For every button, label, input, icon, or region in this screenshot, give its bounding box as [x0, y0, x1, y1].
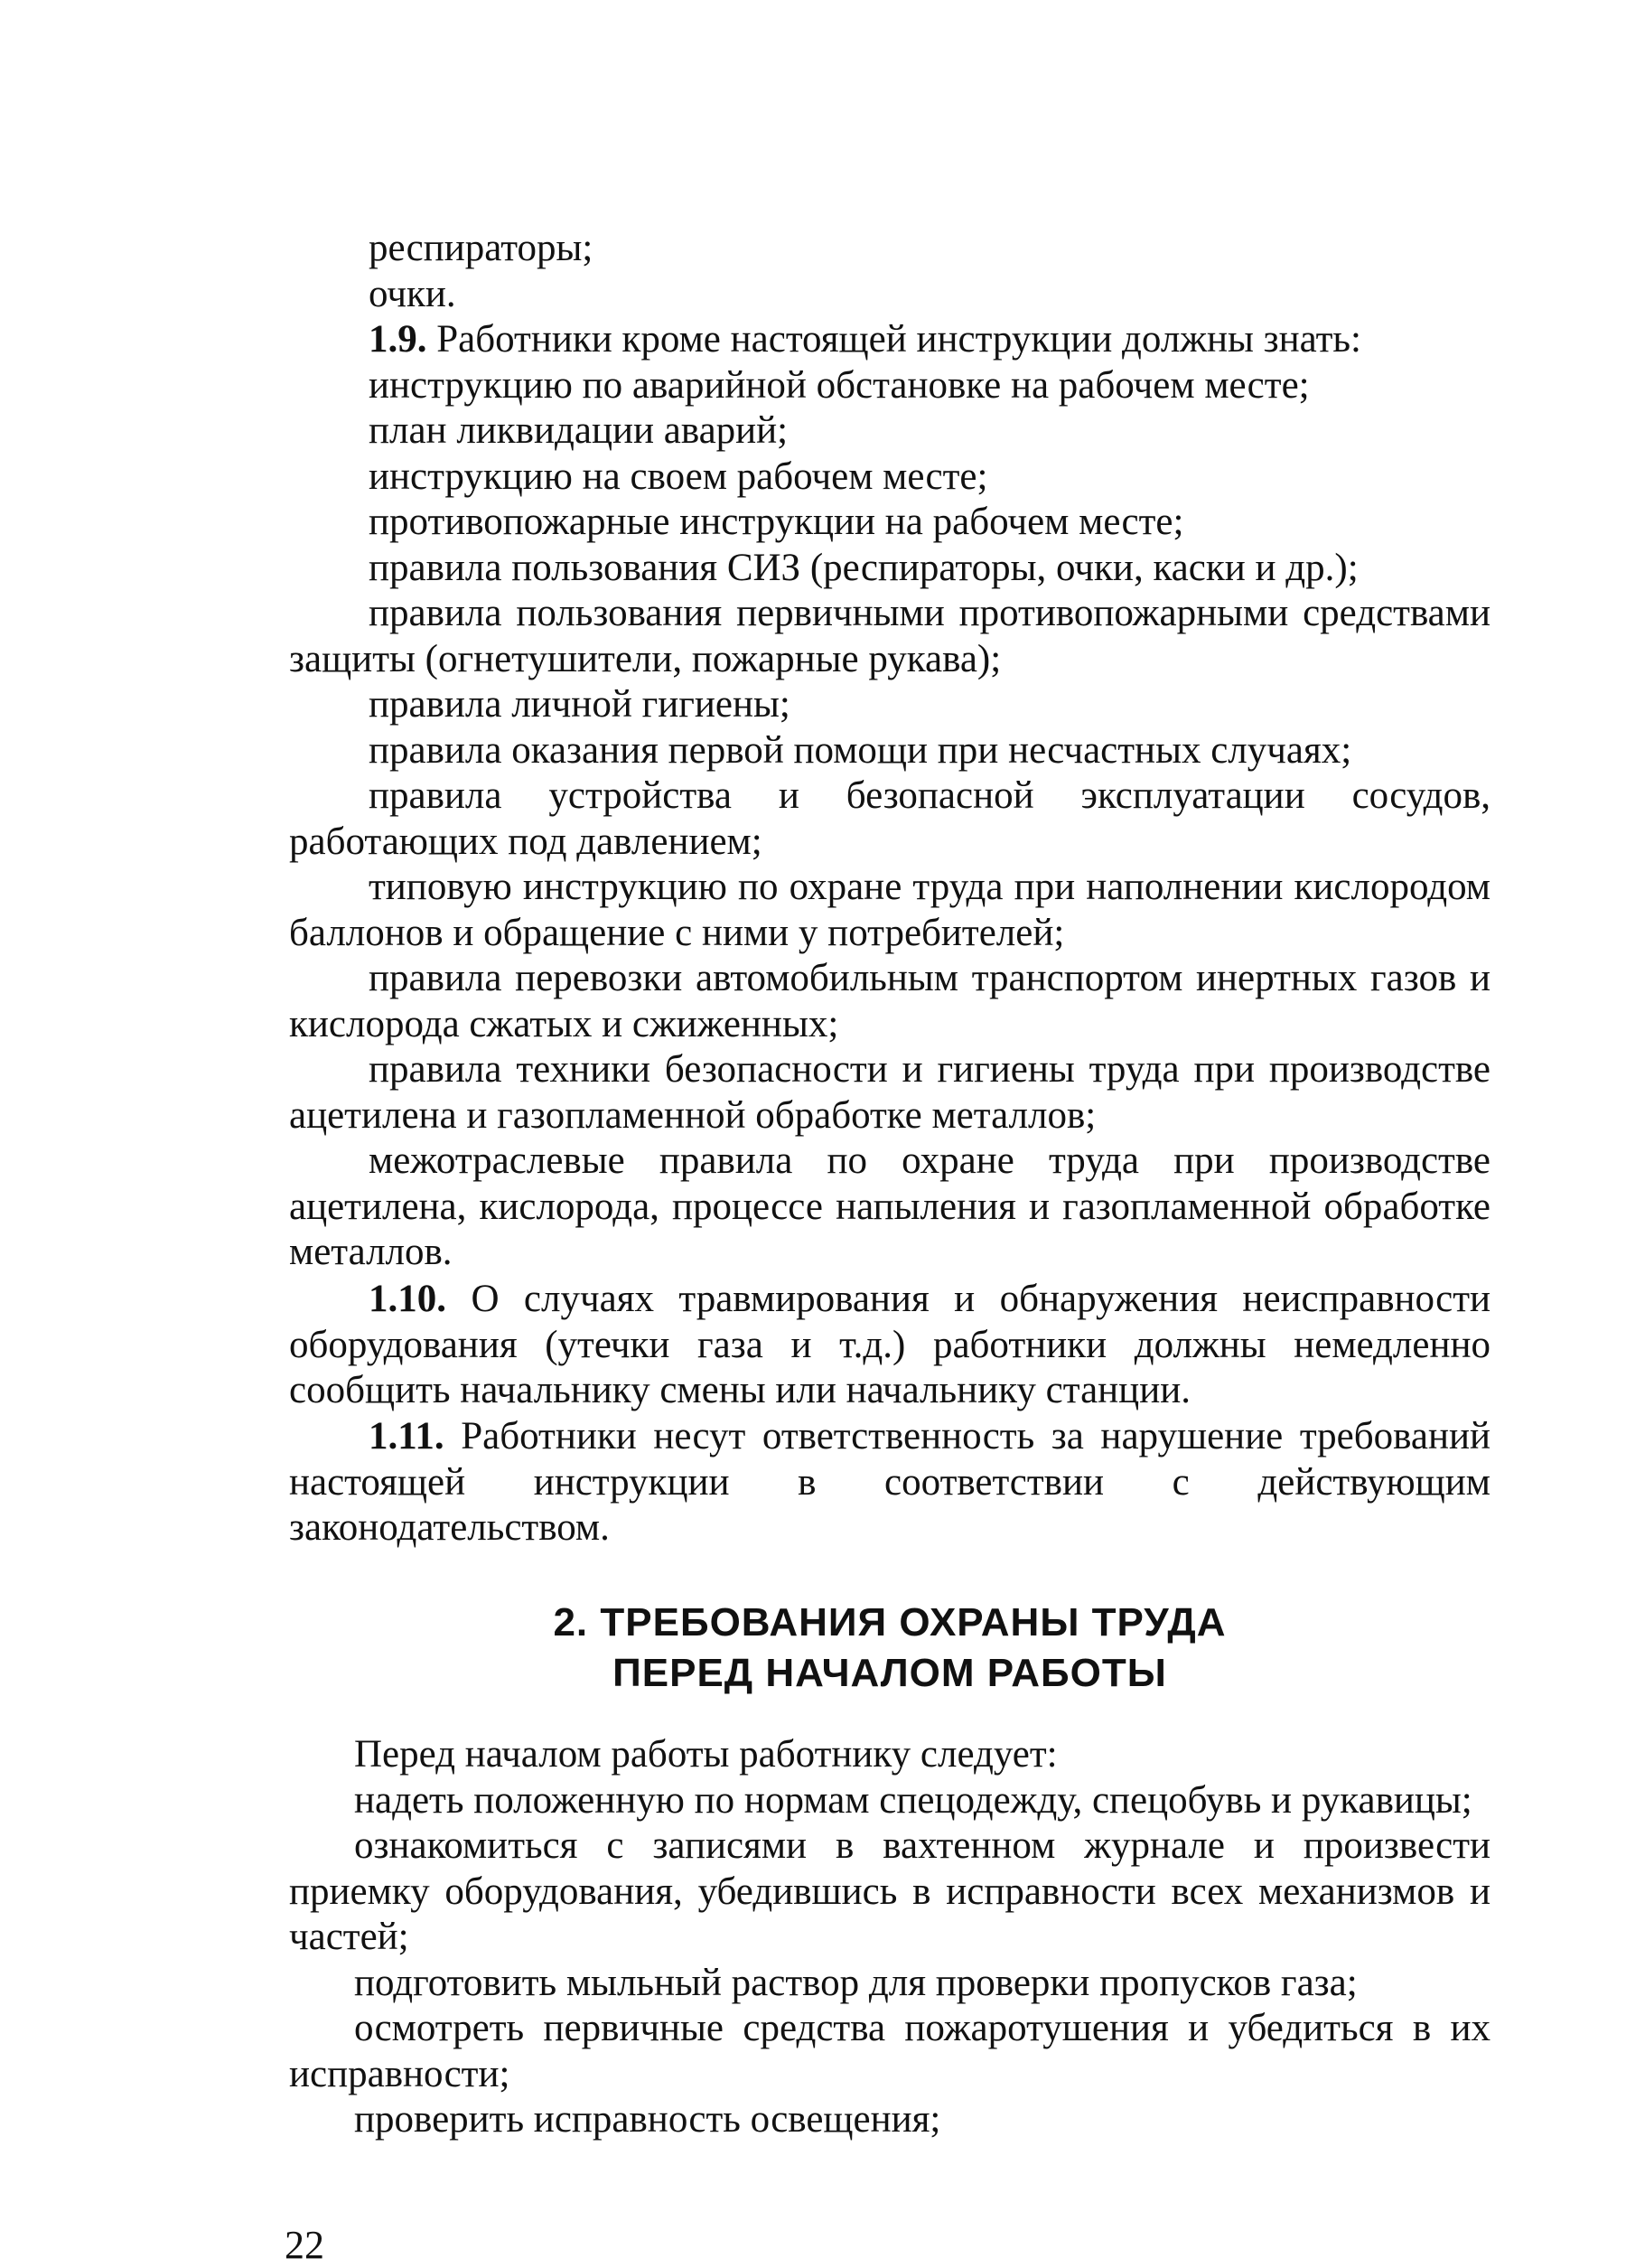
paragraph-number: 1.9. — [369, 318, 427, 361]
list-item: инструкцию по аварийной обстановке на рабочем месте; — [369, 363, 1310, 407]
section-1-11 — [289, 1414, 1490, 1551]
heading-line-1: 2. ТРЕБОВАНИЯ ОХРАНЫ ТРУДА — [553, 1600, 1227, 1645]
list-item: правила техники безопасности и гигиены труда при производстве ацетилена и газопламенной обработке металлов; — [289, 1048, 1490, 1137]
paragraph-1-9-lead — [289, 317, 1490, 363]
paragraph-1-10 — [289, 1277, 1490, 1414]
section-1-10 — [289, 1277, 1490, 1414]
list-item: правила перевозки автомобильным транспортом инертных газов и кислорода сжатых и сжиженных; — [289, 957, 1490, 1045]
list-item: ознакомиться с записями в вахтенном журнале и произвести приемку оборудования, убедившись в исправности всех механизмов и частей; — [289, 1824, 1490, 1958]
list-item: правила личной гигиены; — [369, 683, 790, 726]
list-item: инструкцию на своем рабочем месте; — [369, 455, 988, 498]
list-item: проверить исправность освещения; — [354, 2098, 941, 2141]
section-2-body — [289, 1732, 1490, 2143]
paragraph-number: 1.10. — [369, 1278, 446, 1320]
heading-line-2: ПЕРЕД НАЧАЛОМ РАБОТЫ — [612, 1651, 1167, 1695]
paragraph-number: 1.11. — [369, 1415, 444, 1457]
top-lines — [289, 226, 1490, 317]
section-2-heading — [289, 1598, 1490, 1699]
list-item: надеть положенную по нормам спецодежду, спецобувь и рукавицы; — [354, 1778, 1472, 1822]
list-item: подготовить мыльный раствор для проверки пропусков газа; — [354, 1961, 1358, 2004]
paragraph-text: О случаях травмирования и обнаружения неисправности оборудования (утечки газа и т.д.) работники должны немедленно сообщить начальнику смены или начальнику станции. — [289, 1278, 1490, 1411]
list-item: межотраслевые правила по охране труда при производстве ацетилена, кислорода, процессе напыления и газопламенной обработке металлов. — [289, 1139, 1490, 1273]
paragraph-text: Работники несут ответственность за нарушение требований настоящей инструкции в соответствии с действующим законодательством. — [289, 1415, 1490, 1549]
list-item: правила пользования СИЗ (респираторы, очки, каски и др.); — [369, 546, 1359, 589]
list-item: очки. — [369, 272, 456, 315]
section-1-9 — [289, 317, 1490, 1276]
section-2-intro: Перед началом работы работнику следует: — [354, 1733, 1058, 1776]
list-item: план ликвидации аварий; — [369, 409, 789, 452]
list-item: типовую инструкцию по охране труда при наполнении кислородом баллонов и обращение с ними у потребителей; — [289, 866, 1490, 954]
document-page — [289, 0, 1490, 2253]
list-item: правила устройства и безопасной эксплуатации сосудов, работающих под давлением; — [289, 774, 1490, 863]
list-item: правила оказания первой помощи при несчастных случаях; — [369, 728, 1352, 772]
paragraph-text: Работники кроме настоящей инструкции должны знать: — [426, 318, 1361, 361]
list-item: противопожарные инструкции на рабочем месте; — [369, 501, 1184, 543]
list-item: правила пользования первичными противопожарными средствами защиты (огнетушители, пожарные рукава); — [289, 592, 1490, 680]
page-number: 22 — [285, 2223, 324, 2267]
list-item: респираторы; — [369, 227, 593, 269]
paragraph-1-11 — [289, 1414, 1490, 1551]
list-item: осмотреть первичные средства пожаротушения и убедиться в их исправности; — [289, 2007, 1490, 2095]
